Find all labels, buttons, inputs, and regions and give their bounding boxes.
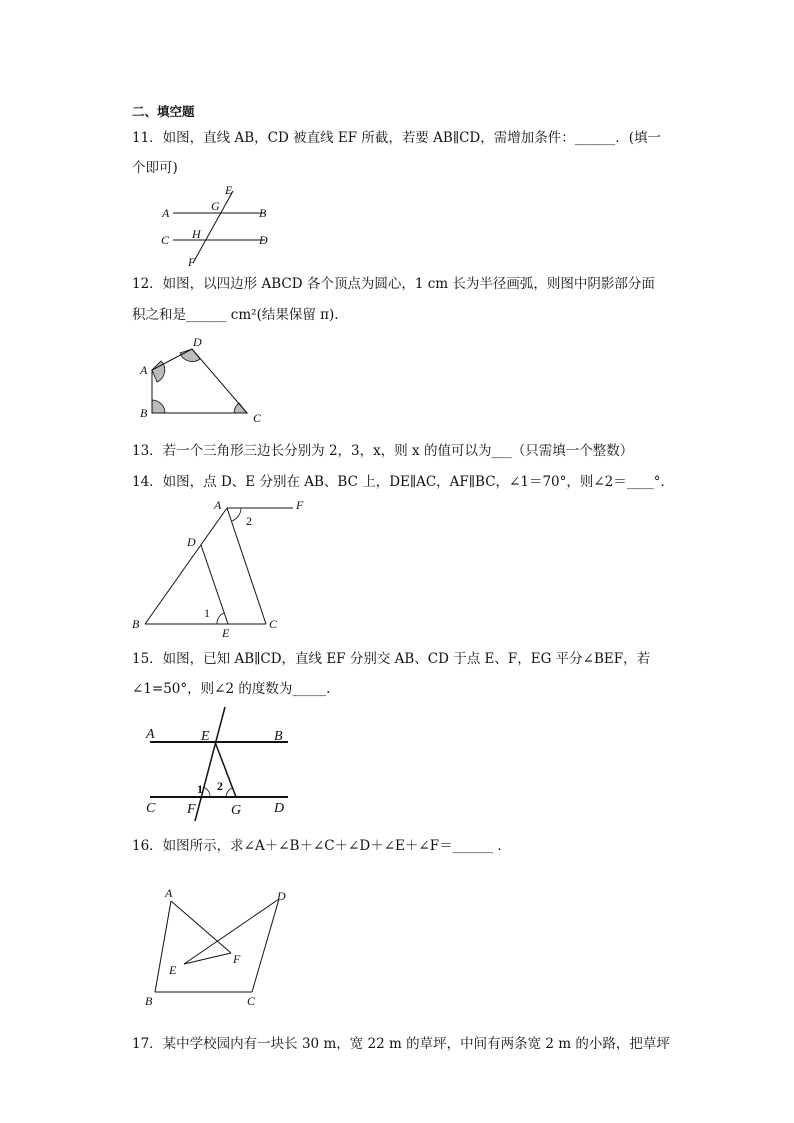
q13-text-line1: 13．若一个三角形三边长分别为 2，3，x，则 x 的值可以为___（只需填一个整数） [132, 443, 634, 459]
line-af [171, 901, 231, 953]
label-f: F [233, 952, 241, 966]
q11-text-line1: 11．如图，直线 AB，CD 被直线 EF 所截，若要 AB∥CD，需增加条件：______．(填一 [132, 130, 662, 146]
label-a: A [140, 363, 148, 377]
line-ef [195, 707, 225, 821]
label-c: C [161, 233, 170, 247]
label-d: D [277, 889, 286, 903]
label-e: E [225, 183, 233, 197]
label-a: A [214, 498, 222, 512]
label-e: E [222, 626, 230, 640]
q17-text-line1: 17．某中学校园内有一块长 30 m，宽 22 m 的草坪，中间有两条宽 2 m 的小路，把草坪 [132, 1036, 670, 1052]
shade-b [152, 400, 165, 413]
label-f: F [187, 802, 196, 817]
label-c: C [269, 617, 278, 631]
label-a: A [146, 727, 155, 742]
label-g: G [231, 803, 242, 818]
label-b: B [259, 206, 267, 220]
q15-text-line1: 15．如图，已知 AB∥CD，直线 EF 分别交 AB、CD 于点 E、F，EG 平分∠BEF，若 [132, 651, 651, 667]
label-d: D [259, 233, 268, 247]
label-b: B [140, 406, 148, 420]
q11-figure [155, 183, 280, 268]
shade-c [234, 403, 247, 413]
line-de [184, 899, 279, 964]
label-d: D [193, 335, 202, 349]
q12-text-line1: 12．如图，以四边形 ABCD 各个顶点为圆心，1 cm 长为半径画弧，则图中阴影部分面 [132, 276, 655, 292]
q15-text-line2: ∠1=50°，则∠2 的度数为_____. [132, 681, 331, 697]
q16-figure [140, 882, 300, 1012]
label-e: E [169, 963, 177, 977]
q11-text-line2: 个即可) [132, 160, 178, 176]
label-d: D [274, 801, 285, 816]
label-c: C [253, 411, 262, 425]
label-c: C [247, 994, 256, 1008]
label-e: E [201, 729, 210, 744]
label-c: C [146, 801, 156, 816]
line-ab [155, 901, 171, 992]
label-a: A [165, 886, 173, 900]
label-b: B [274, 729, 283, 744]
label-f: F [296, 498, 304, 512]
label-d: D [187, 535, 196, 549]
label-angle-2: 2 [246, 514, 252, 528]
label-f: F [188, 255, 196, 268]
q12-text-line2: 积之和是______ cm²(结果保留 π). [132, 307, 339, 323]
q16-text-line1: 16．如图所示，求∠A＋∠B＋∠C＋∠D＋∠E＋∠F＝______ ． [132, 838, 511, 854]
label-h: H [192, 227, 201, 241]
label-b: B [145, 994, 153, 1008]
q15-figure [140, 704, 300, 822]
angle-2-arc [226, 788, 232, 797]
label-angle-2: 2 [217, 779, 223, 793]
line-ef [184, 953, 231, 964]
q12-figure [135, 332, 275, 427]
line-ab [145, 508, 227, 624]
label-angle-1: 1 [197, 782, 203, 796]
line-cd [252, 899, 279, 992]
angle-1-arc [217, 613, 224, 624]
label-angle-1: 1 [204, 606, 210, 620]
label-g: G [211, 199, 220, 213]
q14-text-line1: 14．如图，点 D、E 分别在 AB、BC 上，DE∥AC，AF∥BC，∠1＝70°，则∠2＝____°． [132, 474, 675, 490]
q14-figure [128, 496, 313, 641]
section-title: 二、填空题 [132, 104, 195, 119]
angle-2-arc [232, 508, 241, 521]
label-b: B [132, 617, 140, 631]
label-a: A [162, 206, 170, 220]
